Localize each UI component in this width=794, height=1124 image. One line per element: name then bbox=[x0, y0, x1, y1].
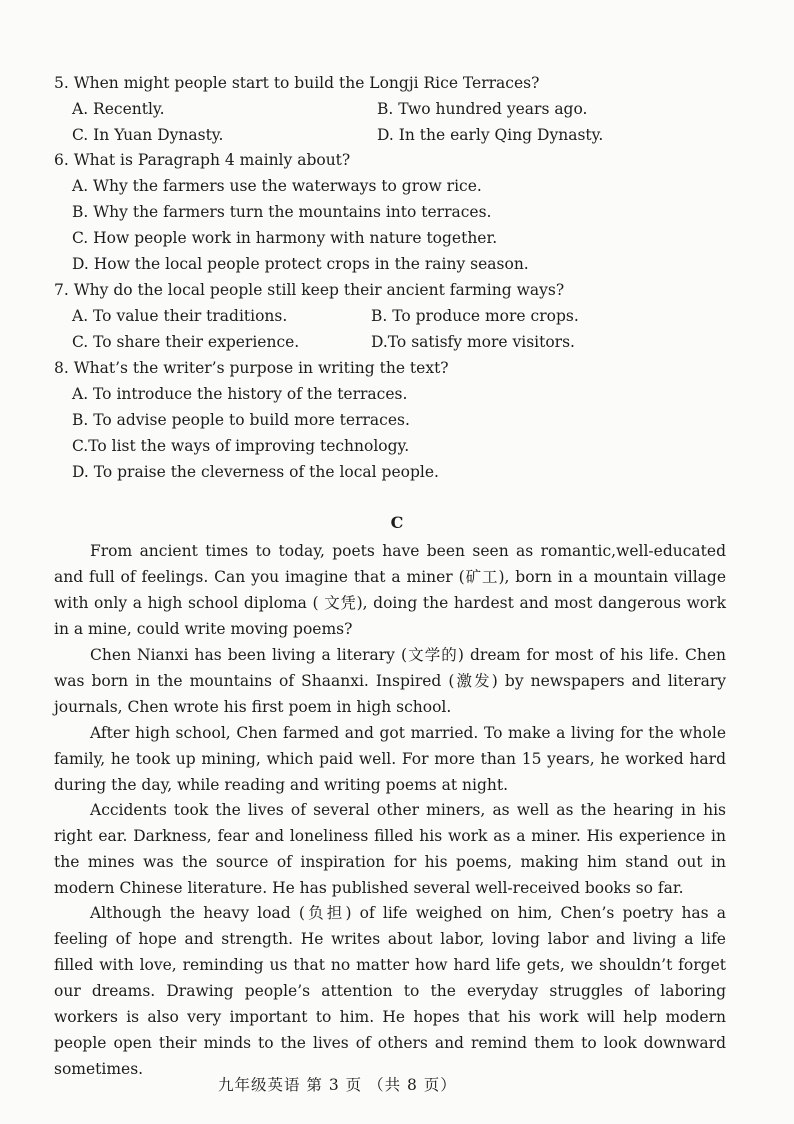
passage-paragraph-5: Although the heavy load (负担) of life weighed on him, Chen’s poetry has a feeling of hope and strength. He writes about labor, loving labor and living a life filled with love, reminding us that no matter how hard life gets, we shouldn’t forget our dreams. Drawing people’s attention to the everyday struggles of laboring workers is also very important to him. He hopes that his work will help modern people open their minds to the lives of others and remind them to look downward sometimes. bbox=[54, 904, 726, 1078]
question-6-option-c: C. How people work in harmony with nature together. bbox=[72, 229, 498, 247]
question-8-option-c: C.To list the ways of improving technology. bbox=[72, 437, 410, 455]
passage-paragraph-2: Chen Nianxi has been living a literary (文学的) dream for most of his life. Chen was born in the mountains of Shaanxi. Inspired (激发) by newspapers and literary journals, Chen wrote his first poem in high school. bbox=[54, 646, 726, 716]
question-6-option-b: B. Why the farmers turn the mountains into terraces. bbox=[72, 203, 492, 221]
question-5-option-d: D. In the early Qing Dynasty. bbox=[377, 126, 604, 144]
question-7-option-b: B. To produce more crops. bbox=[371, 307, 579, 325]
question-6-option-a: A. Why the farmers use the waterways to grow rice. bbox=[72, 177, 482, 195]
question-5-option-c: C. In Yuan Dynasty. bbox=[72, 126, 224, 144]
question-6-stem: 6. What is Paragraph 4 mainly about? bbox=[54, 151, 351, 169]
question-8-stem: 8. What’s the writer’s purpose in writing the text? bbox=[54, 359, 449, 377]
question-5-stem: 5. When might people start to build the Longji Rice Terraces? bbox=[54, 74, 540, 92]
question-7-option-c: C. To share their experience. bbox=[72, 333, 300, 351]
question-8-option-d: D. To praise the cleverness of the local people. bbox=[72, 463, 439, 481]
question-6-option-d: D. How the local people protect crops in the rainy season. bbox=[72, 255, 529, 273]
question-8-option-a: A. To introduce the history of the terraces. bbox=[72, 385, 408, 403]
section-title: C bbox=[390, 513, 404, 532]
question-7-stem: 7. Why do the local people still keep their ancient farming ways? bbox=[54, 281, 565, 299]
question-5-option-a: A. Recently. bbox=[72, 100, 165, 118]
question-7-option-a: A. To value their traditions. bbox=[72, 307, 288, 325]
question-8-option-b: B. To advise people to build more terraces. bbox=[72, 411, 410, 429]
passage-paragraph-4: Accidents took the lives of several other miners, as well as the hearing in his right ear. Darkness, fear and loneliness filled his work as a miner. His experience in the mines was the source of inspiration for his poems, making him stand out in modern Chinese literature. He has published several well-received books so far. bbox=[54, 801, 726, 897]
passage-paragraph-3: After high school, Chen farmed and got married. To make a living for the whole family, he took up mining, which paid well. For more than 15 years, he worked hard during the day, while reading and writing poems at night. bbox=[54, 724, 726, 794]
question-5-option-b: B. Two hundred years ago. bbox=[377, 100, 588, 118]
passage-paragraph-1: From ancient times to today, poets have been seen as romantic,well-educated and full of feelings. Can you imagine that a miner (矿工), born in a mountain village with only a high school diploma ( 文凭), doing the hardest and most dangerous work in a mine, could write moving poems? bbox=[54, 542, 726, 638]
question-7-option-d: D.To satisfy more visitors. bbox=[371, 333, 575, 351]
page-footer: 九年级英语 第 3 页 （共 8 页） bbox=[218, 1076, 457, 1094]
